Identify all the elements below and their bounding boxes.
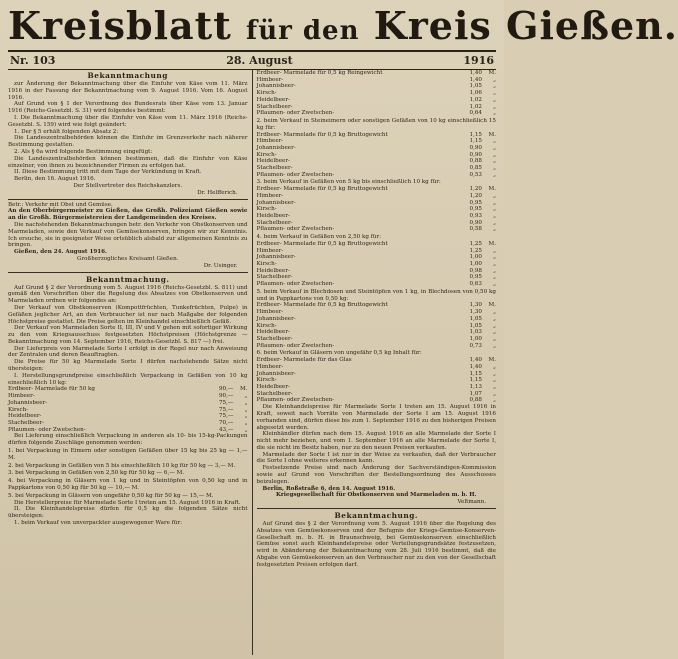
surcharge-clause: 3. bei Verpackung in Gefäßen von 2,50 kg für 50 kg — 6,— M. (8, 470, 185, 477)
divider (257, 508, 497, 509)
price-label: Kirsch- (256, 206, 277, 213)
price-label: Kirsch- (256, 261, 277, 268)
price-value: 1,20 (469, 192, 482, 199)
issue-date: 28. August (226, 54, 293, 67)
notice1-para: Die Landeszentralbehörden können die Einfuhr im Grenzverkehr nach näherer Bestimmung gestatten. (8, 135, 248, 149)
price-value: 1,40 (469, 357, 482, 364)
price-unit: „ (493, 213, 496, 220)
price-unit: „ (493, 144, 496, 151)
notice3-heading: Bekanntmachung. (86, 274, 170, 284)
price-value: 43,— (219, 426, 234, 433)
price-label: Heidelbeer- (256, 158, 290, 165)
dotted-leader (448, 377, 456, 384)
price-row (8, 427, 248, 434)
price-unit: „ (493, 267, 496, 274)
price-row (257, 206, 497, 213)
final-heading: Bekanntmachung. (334, 511, 418, 521)
notice3-para: Der Verkauf von Obstkonserven (Kompottfrüchten, Tunkefrüchten, Pulpe) in Gefäßen jeglicher Art, an den Verbraucher ist nur nach Maßgabe der folgenden Höchstpreise gestattet. Die Preise gelten im Kleinhandel einschließlich Gefäß. (8, 304, 248, 325)
notice1-para: Die Landeszentralbehörden können bestimmen, daß die Einfuhr von Käse einzelner, von ihnen zu bezeichnender Firmen zu erfolgen hat. (8, 155, 248, 169)
price-row (257, 83, 497, 90)
price-unit: M. (488, 240, 496, 247)
price-unit: „ (493, 103, 496, 110)
issue-line (8, 52, 496, 69)
notice2-place-date: Gießen, den 24. August 1916. (14, 249, 107, 256)
price-value: 0,95 (469, 206, 482, 213)
dotted-leader (199, 407, 208, 414)
price-row (257, 70, 497, 77)
price-row (257, 384, 497, 391)
price-value: 1,00 (469, 335, 482, 342)
price-label: Erdbeer- Marmelade für 0,5 kg Bruttogewicht (256, 302, 388, 309)
notice3-para: Die Herstellerpreise für Marmelade Sorte I treten am 15. August 1916 in Kraft. (14, 499, 241, 506)
price-unit: M. (488, 302, 496, 309)
price-value: 1,02 (469, 96, 482, 103)
price-value: 1,06 (469, 90, 482, 97)
price-unit: „ (493, 110, 496, 117)
masthead-title-part2: Kreis Gießen. (373, 3, 678, 48)
price-value: 1,15 (469, 377, 482, 384)
price-value: 90,— (219, 386, 234, 393)
price-unit: „ (493, 96, 496, 103)
price-table-producer (8, 386, 248, 433)
price-row (257, 254, 497, 261)
notice2-ref: Betr.: Verkehr mit Obst und Gemüse. (8, 201, 113, 208)
notice3-para: Der Lieferpreis von Marmelade Sorte I erfolgt in der Regel nur nach Anweisung der Zentralen und deren Beauftragten. (8, 345, 248, 359)
price-unit: „ (493, 390, 496, 397)
price-label: Kirsch- (256, 90, 277, 97)
price-label: Pflaumen- oder Zwetschen- (256, 171, 335, 178)
price-row (257, 104, 497, 111)
price-row (257, 226, 497, 233)
price-value: 1,07 (469, 390, 482, 397)
retail-place-date: Berlin, Roßstraße 6, den 14. August 1916. (262, 485, 396, 492)
price-unit: „ (244, 406, 248, 413)
price-row (8, 393, 248, 400)
price-unit: „ (493, 377, 496, 384)
notice2-signer: Dr. Usinger. (203, 262, 238, 269)
price-row (257, 371, 497, 378)
price-unit: M. (488, 186, 496, 193)
price-value: 1,05 (469, 322, 482, 329)
price-value: 0,90 (469, 151, 482, 158)
price-value: 0,88 (469, 397, 482, 404)
price-row (257, 364, 497, 371)
price-unit: „ (493, 342, 496, 349)
price-label: Heidelbeer- (256, 213, 290, 220)
notice1-para: 1. Der § 5 erhält folgenden Absatz 2: (14, 128, 119, 135)
price-label: Erdbeer- Marmelade für 0,5 kg Bruttogewicht (256, 186, 388, 193)
price-unit: „ (493, 219, 496, 226)
price-unit: „ (493, 254, 496, 261)
masthead-title-mid: für den (246, 16, 360, 46)
surcharge-clause: 4. bei Verpackung in Gläsern von 1 kg und in Steintöpfen von 0,50 kg und in Pappkartons von 0,50 kg für 50 kg — 10,— M. (8, 478, 248, 491)
price-unit: „ (493, 315, 496, 322)
price-unit: M. (488, 70, 496, 76)
price-row (257, 377, 497, 384)
price-row (8, 386, 248, 393)
divider (8, 272, 248, 273)
retail-clause: 4. beim Verkauf in Gefäßen von 2,50 kg für: (256, 234, 381, 241)
price-unit: „ (493, 90, 496, 97)
price-unit: „ (493, 370, 496, 377)
price-label: Johannisbeer- (256, 315, 296, 322)
price-row (257, 200, 497, 207)
price-value: 0,53 (469, 171, 482, 178)
price-label: Heidelbeer- (256, 384, 290, 390)
price-label: Erdbeer- Marmelade für 0,5 kg Bruttogewicht (256, 131, 388, 138)
retail-signer: Veltmann. (457, 499, 486, 506)
price-row (257, 323, 497, 330)
notice1-heading: Bekanntmachung (87, 71, 168, 80)
price-unit: „ (493, 171, 496, 178)
price-unit: „ (493, 226, 496, 233)
price-label: Himbeer- (256, 247, 284, 254)
notice1-place-date: Berlin, den 16. August 1916. (14, 176, 96, 183)
price-value: 0,64 (469, 110, 482, 117)
notice3-sub-heading: I. Herstellungsgrundpreise einschließlich Verpackung in Gefäßen von 10 kg einschließlich 10 kg: (8, 372, 248, 386)
price-row (257, 281, 497, 288)
price-label: Himbeer- (256, 363, 284, 370)
price-row (8, 420, 248, 427)
price-row (257, 309, 497, 316)
price-unit: „ (244, 426, 248, 433)
price-label: Johannisbeer- (8, 399, 48, 406)
price-label: Johannisbeer- (256, 83, 296, 90)
retail-clause: 2. beim Verkauf in Steineimern oder sonstigen Gefäßen von 10 kg einschließlich 15 kg für: (256, 117, 496, 131)
price-row (257, 138, 497, 145)
price-unit: M. (239, 386, 248, 393)
price-row (8, 407, 248, 414)
price-label: Erdbeer- Marmelade für 0,5 kg Bruttogewicht (256, 240, 388, 247)
price-label: Stachelbeer- (256, 103, 293, 110)
price-value: 0,63 (469, 281, 482, 288)
price-unit: „ (493, 384, 496, 390)
dotted-leader (199, 386, 208, 393)
price-row (257, 193, 497, 200)
dotted-leader (199, 393, 208, 400)
price-row (257, 152, 497, 159)
price-label: Kirsch- (256, 377, 277, 384)
price-row (257, 241, 497, 248)
price-unit: „ (493, 322, 496, 329)
notice1-para: I. Die Bekanntmachung über die Einfuhr von Käse vom 11. März 1916 (Reichs-Gesetzbl. S. 159) wird wie folgt geändert: (8, 114, 248, 128)
price-value: 0,58 (469, 226, 482, 233)
notice3-para: Bei Lieferung einschließlich Verpackung in anderen als 10- bis 15-kg-Packungen dürfen folgende Zuschläge genommen werden: (8, 433, 248, 447)
price-unit: „ (493, 206, 496, 213)
price-label: Heidelbeer- (256, 96, 290, 103)
price-value: 0,90 (469, 219, 482, 226)
price-label: Himbeer- (256, 309, 284, 316)
price-value: 1,02 (469, 103, 482, 110)
dotted-leader (448, 371, 456, 378)
retail-para: Kleinhändler dürfen nach dem 15. August 1916 an alle Marmelade der Sorte I nicht mehr beziehen, und vom 1. September 1916 an alle Marmelade der Sorte I, die sie nicht im Besitz haben, nur zu den neuen Preisen verkaufen. (256, 431, 496, 451)
price-row (257, 220, 497, 227)
price-label: Stachelbeer- (256, 219, 293, 226)
masthead-title-part1: Kreisblatt (8, 3, 232, 48)
price-unit: „ (493, 192, 496, 199)
price-label: Heidelbeer- (256, 329, 290, 336)
price-label: Himbeer- (8, 393, 35, 400)
price-row (257, 186, 497, 193)
price-value: 1,15 (469, 370, 482, 377)
price-value: 0,98 (469, 267, 482, 274)
price-label: Pflaumen- oder Zwetschen- (256, 226, 335, 233)
price-row (257, 274, 497, 281)
price-row (257, 158, 497, 165)
price-table-retail-e (257, 302, 497, 349)
notice1-para: zur Änderung der Bekanntmachung über die Einfuhr von Käse vom 11. März 1916 in der Fassung der Bekanntmachung vom 9. August 1916. Vom 16. August 1916. (8, 81, 248, 101)
price-table-retail-c (257, 186, 497, 233)
price-value: 0,95 (469, 274, 482, 281)
price-row (8, 400, 248, 407)
columns (8, 70, 496, 655)
price-row (257, 172, 497, 179)
retail-para: Festsetzende Preise sind nach Änderung der Sachverständigen-Kommission sowie auf Grund von Vorschriften der Bestellungsordnung des Ausschusses beizulegen. (256, 465, 496, 485)
price-unit: „ (493, 199, 496, 206)
price-label: Heidelbeer- (256, 267, 290, 274)
notice2-body: Die nachstehenden Bekanntmachungen betr. den Verkehr von Obstkonserven und Marmeladen, sowie den Verkauf von Gemüsekonserven, bringen wir zur Kenntnis. Ich ersuche, sie in geeigneter Weise ortsüblich alsbald zur allgemeinen Kenntnis zu bringen. (8, 221, 248, 249)
price-value: 75,— (219, 406, 234, 413)
price-table-retail-f (257, 357, 497, 404)
price-unit: „ (493, 335, 496, 342)
price-label: Erdbeer- Marmelade für 0,5 kg Reingewicht (256, 70, 383, 76)
notice3-para: Die Preise für 50 kg Marmelade Sorte I dürfen nachstehende Sätze nicht übersteigen: (8, 359, 248, 373)
price-unit: M. (488, 357, 496, 364)
surcharge-clause: 1. bei Verpackung in Eimern oder sonstigen Gefäßen über 15 kg bis 25 kg — 1,— M. (8, 447, 248, 461)
retail-office: Kriegsgesellschaft für Obstkonserven und Marmeladen m. b. H. (275, 492, 477, 499)
price-unit: „ (493, 274, 496, 281)
notice1-para: II. Diese Bestimmung tritt mit dem Tage der Verkündung in Kraft. (14, 169, 202, 176)
retail-clause: 5. beim Verkauf in Blechdosen und Steintöpfen von 1 kg, in Blechdosen von 0,50 kg und in Pappkartons von 0,50 kg: (256, 288, 496, 302)
price-value: 75,— (219, 399, 234, 406)
price-value: 1,05 (469, 315, 482, 322)
notice1-signer: Dr. Helfferich. (197, 189, 238, 196)
price-row (257, 77, 497, 84)
price-label: Kirsch- (256, 322, 277, 329)
price-row (257, 145, 497, 152)
price-value: 1,00 (469, 261, 482, 268)
price-value: 0,95 (469, 199, 482, 206)
dotted-leader (448, 384, 456, 391)
price-value: 1,15 (469, 131, 482, 138)
price-label: Stachelbeer- (8, 419, 45, 426)
price-value: 0,73 (469, 342, 482, 349)
price-unit: „ (244, 399, 248, 406)
price-row (257, 397, 497, 404)
price-row (257, 261, 497, 268)
retail-para: Die Kleinhandelspreise für Marmelade Sorte I treten am 15. August 1916 in Kraft, soweit nach Vorräte von Marmelade der Sorte I am 15. August 1916 vorhanden sind, dürfen diese bis zum 1. September 1916 zu den bisherigen Preisen abgesetzt werden. (256, 404, 496, 431)
price-value: 1,30 (469, 302, 482, 309)
dotted-leader (448, 391, 456, 398)
dotted-leader (448, 364, 456, 371)
dotted-leader (199, 420, 208, 427)
retail-clause: 3. beim Verkauf in Gefäßen von 5 kg bis einschließlich 10 kg für: (256, 179, 441, 186)
price-unit: „ (493, 281, 496, 288)
price-value: 1,20 (469, 186, 482, 193)
price-value: 1,25 (469, 240, 482, 247)
final-para: Auf Grund des § 2 der Verordnung vom 5. August 1916 über die Regelung des Absatzes von Gemüsekonserven und der Befugnis der Kriegs-Gemüse-Konserven-Gesellschaft m. b. H. in Braunschweig, bei Gemüsekonserven einschließlich Gemüse sonst auch Kleinhandelspreise oder Verteilungsgrundsätze festzusetzen, wird in Abänderung der Bekanntmachung vom 28. Juli 1916 bestimmt, daß die Abgabe von Gemüsekonserven an den Verbraucher nur zu den von der Gesellschaft festgesetzten Preisen erfolgen darf. (256, 521, 496, 568)
price-label: Johannisbeer- (256, 254, 296, 261)
price-value: 1,40 (469, 363, 482, 370)
price-unit: M. (488, 131, 496, 138)
price-label: Erdbeer- Marmelade für das Glas (256, 357, 352, 364)
price-row (257, 336, 497, 343)
price-label: Johannisbeer- (256, 199, 296, 206)
price-unit: „ (493, 261, 496, 268)
price-unit: „ (244, 419, 248, 426)
price-label: Kirsch- (8, 406, 29, 413)
surcharge-clause: 5. bei Verpackung in Gläsern von ungefähr 0,50 kg für 50 kg — 15,— M. (8, 492, 214, 499)
price-row (257, 391, 497, 398)
price-row (257, 302, 497, 309)
price-unit: „ (493, 247, 496, 254)
price-label: Kirsch- (256, 151, 277, 158)
price-value: 0,93 (469, 213, 482, 220)
price-row (257, 329, 497, 336)
price-label: Stachelbeer- (256, 274, 293, 281)
notice3-para: II. Die Kleinhandelspreise dürfen für 0,5 kg die folgenden Sätze nicht übersteigen: (8, 506, 248, 520)
dotted-leader (199, 427, 208, 434)
price-value: 1,03 (469, 329, 482, 336)
price-label: Johannisbeer- (256, 370, 296, 377)
left-column (8, 70, 252, 655)
notice1-para: Auf Grund von § 1 der Verordnung des Bundesrats über Käse vom 13. Januar 1916 (Reichs-Gesetzbl. S. 31) wird folgendes bestimmt: (8, 101, 248, 115)
price-row (257, 357, 497, 364)
price-table-retail-d (257, 241, 497, 288)
price-value: 1,40 (469, 70, 482, 76)
notice3-para: Der Verkauf von Marmeladen Sorte II, III, IV und V gehen mit sofortiger Wirkung zu den vom Kriegsausschuss festgesetzten Höchstpreisen (Höchstgrenze — Bekanntmachung vom 14. September 1916, Reichs-Gesetzbl. S. 817 —) frei. (8, 325, 248, 345)
price-label: Himbeer- (256, 192, 284, 199)
price-value: 1,25 (469, 247, 482, 254)
price-label: Himbeer- (256, 76, 284, 83)
price-unit: „ (493, 397, 496, 404)
price-unit: „ (493, 158, 496, 165)
notice3-para: Auf Grund § 2 der Verordnung vom 5. August 1916 (Reichs-Gesetzbl. S. 811) und gemäß den Vorschriften über die Regelung des Absatzes von Obstkonserven und Marmeladen ordnen wir folgendes an: (8, 284, 248, 305)
price-unit: „ (493, 76, 496, 83)
price-table-retail-a (257, 70, 497, 117)
masthead (8, 3, 678, 50)
price-value: 70,— (219, 419, 234, 426)
price-label: Heidelbeer- (8, 413, 42, 420)
notice1-para: 2. Als § 6a wird folgende Bestimmung eingefügt: (14, 148, 153, 155)
surcharge-clause: 2. bei Verpackung in Gefäßen von 5 bis einschließlich 10 kg für 50 kg — 3,— M. (8, 462, 236, 469)
price-label: Stachelbeer- (256, 165, 293, 172)
price-value: 0,90 (469, 144, 482, 151)
price-unit: „ (493, 83, 496, 90)
price-unit: „ (493, 309, 496, 316)
price-unit: „ (493, 363, 496, 370)
right-column (252, 70, 497, 655)
divider (8, 199, 248, 200)
price-label: Stachelbeer- (256, 335, 293, 342)
price-value: 1,13 (469, 384, 482, 390)
dotted-leader (448, 397, 456, 404)
price-row (257, 90, 497, 97)
price-row (257, 316, 497, 323)
notice3-para: 1. beim Verkauf von unverpackter ausgewogener Ware für: (14, 519, 182, 526)
price-row (257, 268, 497, 275)
price-row (257, 248, 497, 255)
price-value: 0,88 (469, 158, 482, 165)
price-table-retail-b (257, 132, 497, 179)
price-label: Pflaumen- oder Zwetschen- (256, 342, 335, 349)
price-row (257, 132, 497, 139)
price-unit: „ (493, 165, 496, 172)
dotted-leader (448, 357, 456, 364)
price-unit: „ (493, 138, 496, 145)
price-value: 0,85 (469, 165, 482, 172)
price-row (257, 165, 497, 172)
price-label: Erdbeer- Marmelade für 50 kg (8, 386, 96, 393)
price-label: Pflaumen- oder Zwetschen- (256, 397, 335, 404)
price-row (8, 413, 248, 420)
price-label: Pflaumen- oder Zwetschen- (8, 426, 86, 433)
price-unit: „ (244, 393, 248, 400)
price-unit: „ (244, 413, 248, 420)
price-value: 1,40 (469, 76, 482, 83)
issue-year: 1916 (463, 54, 494, 67)
price-label: Stachelbeer- (256, 390, 293, 397)
notice2-office: Großherzogliches Kreisamt Gießen. (77, 255, 179, 262)
price-value: 1,00 (469, 254, 482, 261)
price-row (257, 97, 497, 104)
price-row (257, 110, 497, 117)
price-row (257, 343, 497, 350)
retail-clause: 6. beim Verkauf in Gläsern von ungefähr 0,5 kg Inhalt für: (256, 350, 422, 357)
price-value: 75,— (219, 413, 234, 420)
price-value: 1,05 (469, 83, 482, 90)
issue-number: Nr. 103 (10, 54, 56, 67)
retail-para: Marmelade der Sorte I ist nur in der Weise zu verkaufen, daß der Verbraucher die Sorte I ohne weiteres erkennen kann. (256, 451, 496, 465)
price-label: Himbeer- (256, 138, 284, 145)
notice2-addressee: An den Oberbürgermeister zu Gießen, das Großh. Polizeiamt Gießen sowie an die Großh. Bürgermeistereien der Landgemeinden des Kreises. (8, 208, 248, 222)
dotted-leader (199, 400, 208, 407)
price-unit: „ (493, 151, 496, 158)
notice1-signer-title: Der Stellvertreter des Reichskanzlers. (73, 182, 183, 189)
price-value: 90,— (219, 393, 234, 400)
price-label: Johannisbeer- (256, 144, 296, 151)
price-value: 1,30 (469, 309, 482, 316)
dotted-leader (199, 413, 208, 420)
price-row (257, 213, 497, 220)
price-unit: „ (493, 329, 496, 336)
price-label: Pflaumen- oder Zwetschen- (256, 110, 335, 117)
price-value: 1,15 (469, 138, 482, 145)
price-label: Pflaumen- oder Zwetschen- (256, 281, 335, 288)
